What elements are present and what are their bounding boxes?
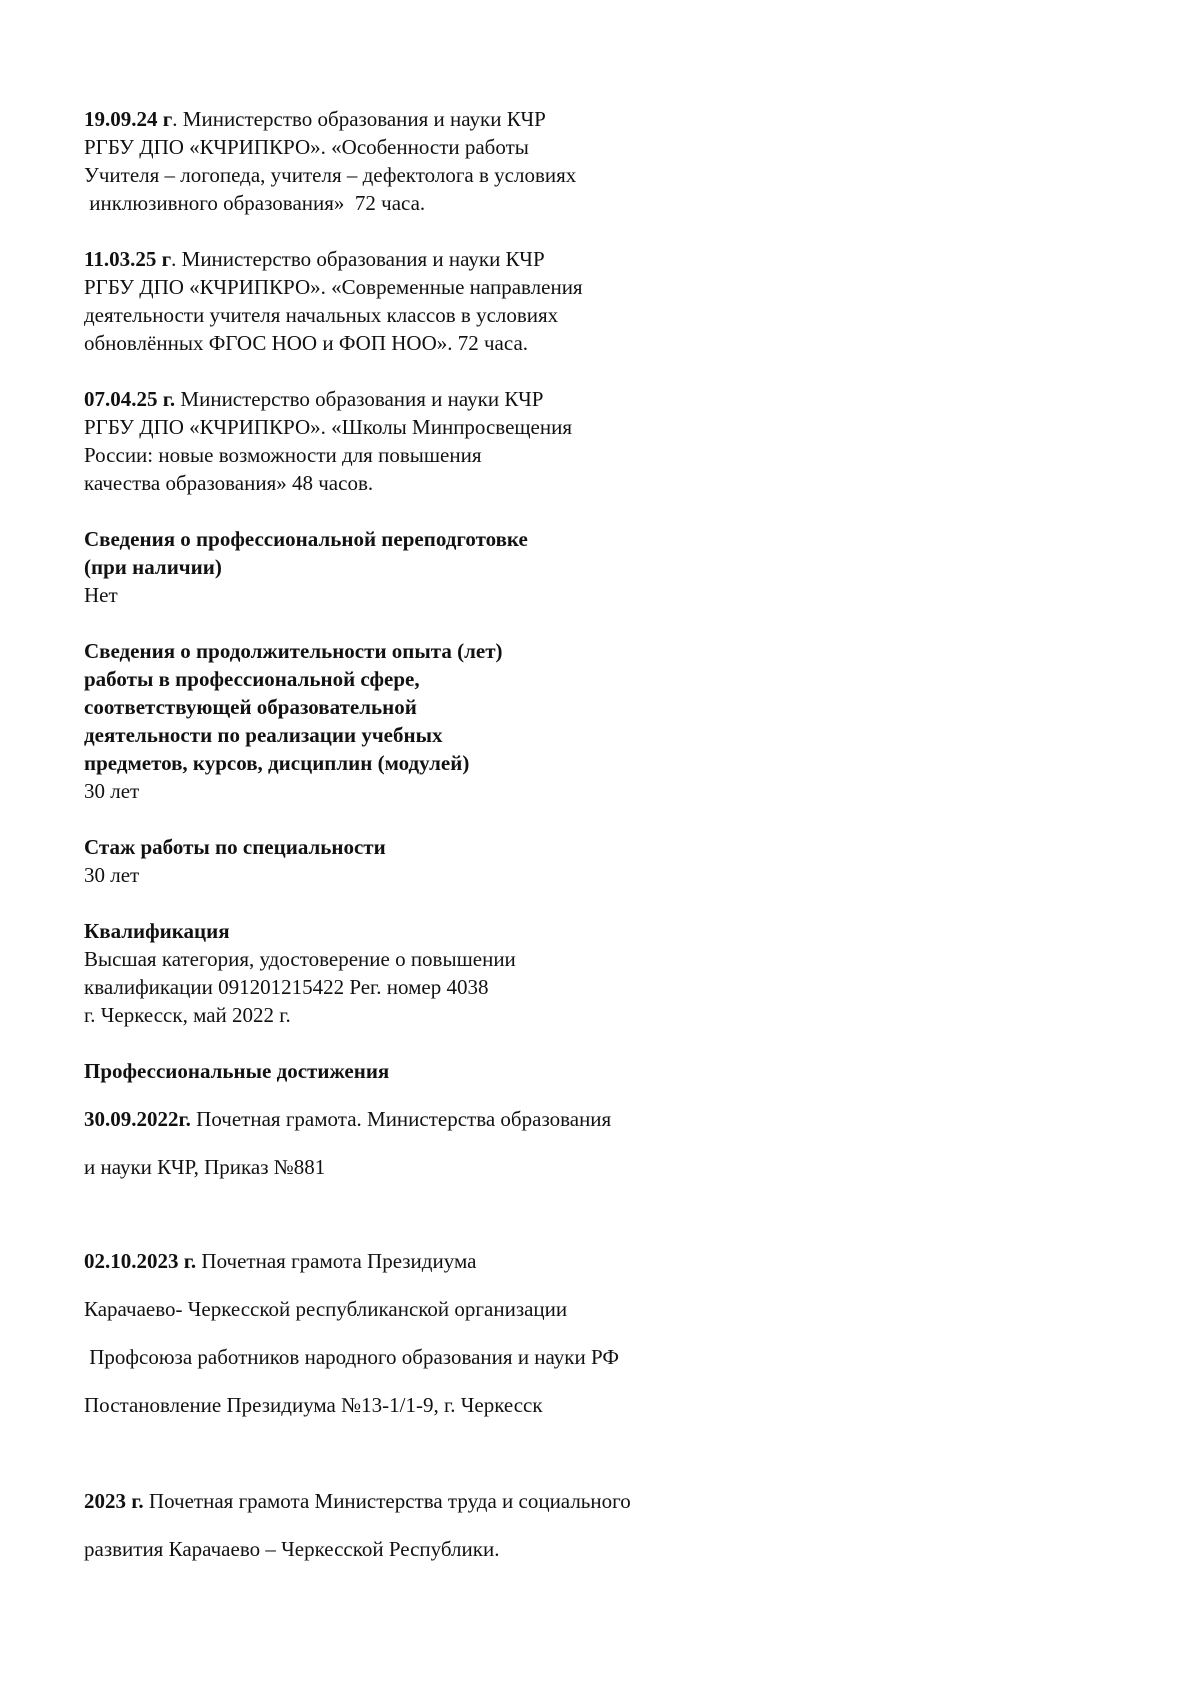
course-entry-3 xyxy=(84,385,543,413)
retraining-heading: (при наличии) xyxy=(84,555,222,579)
achievement-text: и науки КЧР, Приказ №881 xyxy=(84,1155,326,1179)
course-text: . Министерство образования и науки КЧР xyxy=(171,247,545,271)
achievement-date: 30.09.2022г. xyxy=(84,1107,191,1131)
achievements-heading: Профессиональные достижения xyxy=(84,1059,390,1083)
achievement-text: Почетная грамота Министерства труда и социального xyxy=(143,1489,631,1513)
qualification-text: квалификации 091201215422 Рег. номер 4038 xyxy=(84,975,489,999)
course-text: качества образования» 48 часов. xyxy=(84,471,374,495)
course-date: 19.09.24 г xyxy=(84,107,173,131)
experience-heading: соответствующей образовательной xyxy=(84,695,417,719)
qualification-text: г. Черкесск, май 2022 г. xyxy=(84,1003,291,1027)
retraining-heading: Сведения о профессиональной переподготовке xyxy=(84,527,528,551)
achievement-text: Карачаево- Черкесской республиканской организации xyxy=(84,1297,568,1321)
experience-heading: предметов, курсов, дисциплин (модулей) xyxy=(84,751,470,775)
specialty-experience-heading: Стаж работы по специальности xyxy=(84,835,386,859)
achievement-text: Профсоюза работников народного образования и науки РФ xyxy=(84,1345,619,1369)
course-text: РГБУ ДПО «КЧРИПКРО». «Современные направления xyxy=(84,275,583,299)
achievement-text: Постановление Президиума №13-1/1-9, г. Черкесск xyxy=(84,1393,543,1417)
experience-value: 30 лет xyxy=(84,779,140,803)
achievement-entry-3 xyxy=(84,1487,631,1515)
course-entry-2 xyxy=(84,245,545,273)
course-text: деятельности учителя начальных классов в условиях xyxy=(84,303,559,327)
achievement-entry-1 xyxy=(84,1105,611,1133)
achievement-text: развития Карачаево – Черкесской Республики. xyxy=(84,1537,500,1561)
course-text: РГБУ ДПО «КЧРИПКРО». «Особенности работы xyxy=(84,135,529,159)
achievement-text: Почетная грамота. Министерства образования xyxy=(190,1107,612,1131)
achievement-entry-2 xyxy=(84,1247,476,1275)
course-text: РГБУ ДПО «КЧРИПКРО». «Школы Минпросвещения xyxy=(84,415,573,439)
course-text: инклюзивного образования» 72 часа. xyxy=(84,191,426,215)
retraining-value: Нет xyxy=(84,583,118,607)
course-text: Учителя – логопеда, учителя – дефектолога в условиях xyxy=(84,163,577,187)
course-text: России: новые возможности для повышения xyxy=(84,443,482,467)
course-text: Министерство образования и науки КЧР xyxy=(175,387,544,411)
qualification-text: Высшая категория, удостоверение о повышении xyxy=(84,947,516,971)
qualification-heading: Квалификация xyxy=(84,919,230,943)
achievement-date: 02.10.2023 г. xyxy=(84,1249,197,1273)
experience-heading: работы в профессиональной сфере, xyxy=(84,667,420,691)
course-text: . Министерство образования и науки КЧР xyxy=(172,107,546,131)
specialty-experience-value: 30 лет xyxy=(84,863,140,887)
achievement-date: 2023 г. xyxy=(84,1489,144,1513)
experience-heading: Сведения о продолжительности опыта (лет) xyxy=(84,639,503,663)
achievement-text: Почетная грамота Президиума xyxy=(196,1249,477,1273)
experience-heading: деятельности по реализации учебных xyxy=(84,723,443,747)
course-date: 11.03.25 г xyxy=(84,247,172,271)
course-entry-1 xyxy=(84,105,546,133)
course-date: 07.04.25 г. xyxy=(84,387,176,411)
course-text: обновлённых ФГОС НОО и ФОП НОО». 72 часа. xyxy=(84,331,529,355)
